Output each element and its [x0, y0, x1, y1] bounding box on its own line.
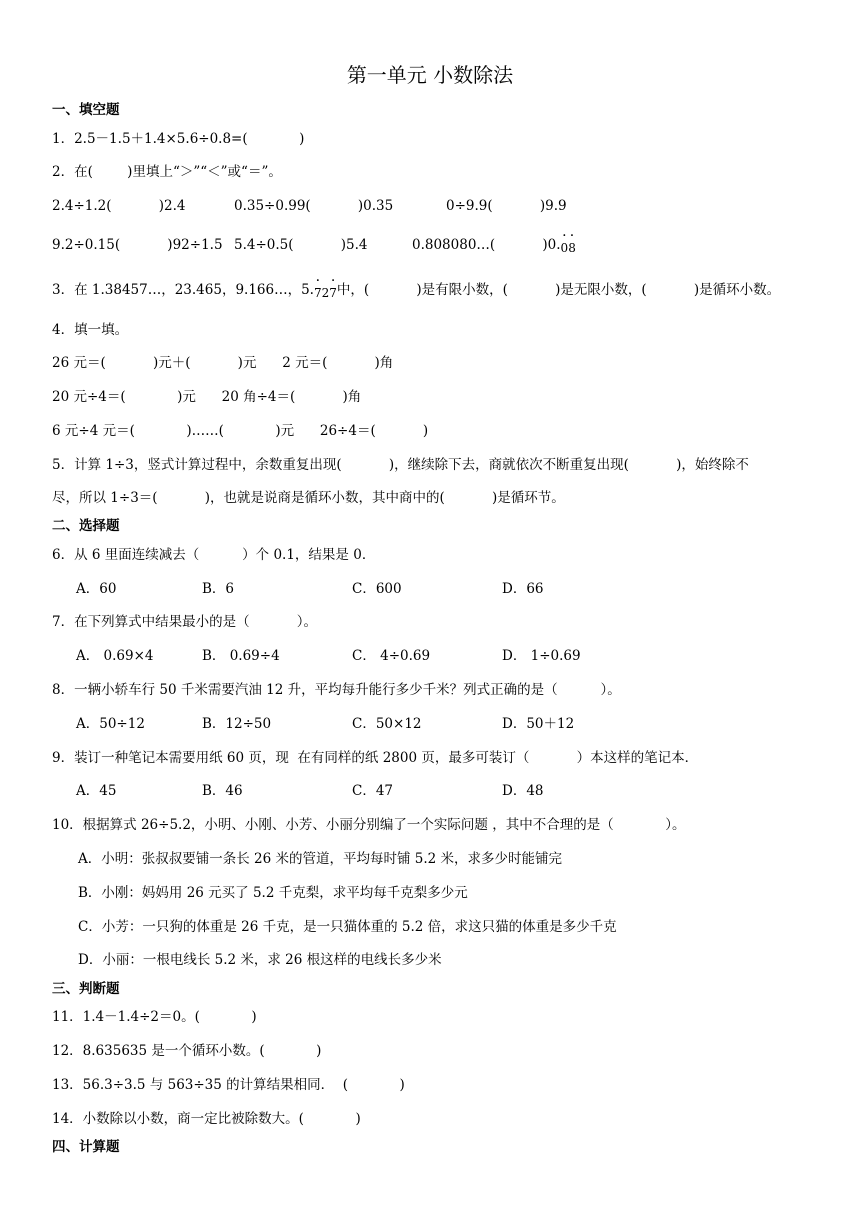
question-5-line-2: 尽，所以 1÷3＝( )，也就是说商是循环小数，其中商中的( )是循环节。	[52, 490, 565, 506]
q10-option-a: A．小明：张叔叔要铺一条长 26 米的管道，平均每时铺 5.2 米，求多少时能铺完	[78, 851, 563, 867]
question-14: 14．小数除以小数，商一定比被除数大。( )	[52, 1111, 361, 1127]
q8-option-b: B．12÷50	[202, 716, 272, 732]
q6-option-d: D．66	[502, 581, 544, 597]
q10-option-d: D．小丽：一根电线长 5.2 米，求 26 根这样的电线长多少米	[78, 952, 442, 968]
question-5-line-1: 5．计算 1÷3，竖式计算过程中，余数重复出现( )，继续除下去，商就依次不断重复出现( )，始终除不	[52, 457, 749, 473]
q2-item-5: 5.4÷0.5( )5.4	[234, 237, 368, 253]
section-heading-calc: 四、计算题	[52, 1139, 120, 1155]
question-2: 2．在( )里填上“＞”“＜”或“＝”。	[52, 164, 282, 180]
q9-option-a: A．45	[76, 783, 117, 799]
q4-row-1: 26 元＝( )元＋( )元 2 元＝( )角	[52, 355, 394, 371]
question-3: 3．在 1.38457…，23.465，9.166…，5.7 ·27 ·中，( )是有限小数，( )是无限小数，( )是循环小数。	[52, 281, 780, 299]
q7-option-c: C． 4÷0.69	[352, 648, 431, 664]
q7-option-b: B． 0.69÷4	[202, 648, 280, 664]
section-heading-choice: 二、选择题	[52, 518, 120, 534]
question-6: 6．从 6 里面连续减去（ ）个 0.1，结果是 0．	[52, 547, 376, 563]
q2-item-2: 0.35÷0.99( )0.35	[234, 198, 394, 214]
q7-option-d: D． 1÷0.69	[502, 648, 581, 664]
q6-option-a: A．60	[76, 581, 117, 597]
q2-item-4: 9.2÷0.15( )92÷1.5	[52, 237, 223, 253]
q4-row-3: 6 元÷4 元＝( )……( )元 26÷4＝( )	[52, 423, 429, 439]
q7-option-a: A． 0.69×4	[76, 648, 154, 664]
repeating-digit: 7 ·	[329, 286, 337, 300]
q8-option-a: A．50÷12	[76, 716, 145, 732]
page-title: 第一单元 小数除法	[346, 63, 514, 87]
q2-item-3: 0÷9.9( )9.9	[446, 198, 567, 214]
q9-option-c: C．47	[352, 783, 394, 799]
repeating-digit: 0 ·	[561, 241, 569, 255]
q2-item-1: 2.4÷1.2( )2.4	[52, 198, 186, 214]
q10-option-b: B．小刚：妈妈用 26 元买了 5.2 千克梨，求平均每千克梨多少元	[78, 885, 468, 901]
question-11: 11．1.4－1.4÷2＝0。( )	[52, 1009, 257, 1025]
q9-option-b: B．46	[202, 783, 243, 799]
q4-row-2: 20 元÷4＝( )元 20 角÷4＝( )角	[52, 389, 362, 405]
q10-option-c: C．小芳：一只狗的体重是 26 千克，是一只猫体重的 5.2 倍，求这只猫的体重是多少千克	[78, 919, 617, 935]
q6-option-b: B．6	[202, 581, 235, 597]
section-heading-judge: 三、判断题	[52, 981, 120, 997]
question-8: 8．一辆小轿车行 50 千米需要汽油 12 升，平均每升能行多少千米？列式正确的是（ ）。	[52, 682, 621, 698]
q2-item-6: 0.808080…( )0.0 ·8 ·	[412, 236, 576, 254]
q8-option-c: C．50×12	[352, 716, 422, 732]
question-10: 10．根据算式 26÷5.2，小明、小刚、小芳、小丽分别编了一个实际问题 ，其中不合理的是（ ）。	[52, 817, 686, 833]
question-7: 7．在下列算式中结果最小的是（ ）。	[52, 614, 318, 630]
question-12: 12．8.635635 是一个循环小数。( )	[52, 1043, 322, 1059]
question-9: 9．装订一种笔记本需要用纸 60 页，现 在有同样的纸 2800 页，最多可装订（ ）本这样的笔记本．	[52, 750, 699, 766]
section-heading-fill-blank: 一、填空题	[52, 102, 120, 118]
question-4: 4．填一填。	[52, 322, 129, 338]
q6-option-c: C．600	[352, 581, 402, 597]
repeating-digit: 8 ·	[568, 241, 576, 255]
q8-option-d: D．50＋12	[502, 716, 575, 732]
question-13: 13．56.3÷3.5 与 563÷35 的计算结果相同． ( )	[52, 1077, 405, 1093]
q9-option-d: D．48	[502, 783, 544, 799]
question-1: 1．2.5－1.5＋1.4×5.6÷0.8=( )	[52, 131, 305, 147]
repeating-digit: 7 ·	[314, 286, 322, 300]
